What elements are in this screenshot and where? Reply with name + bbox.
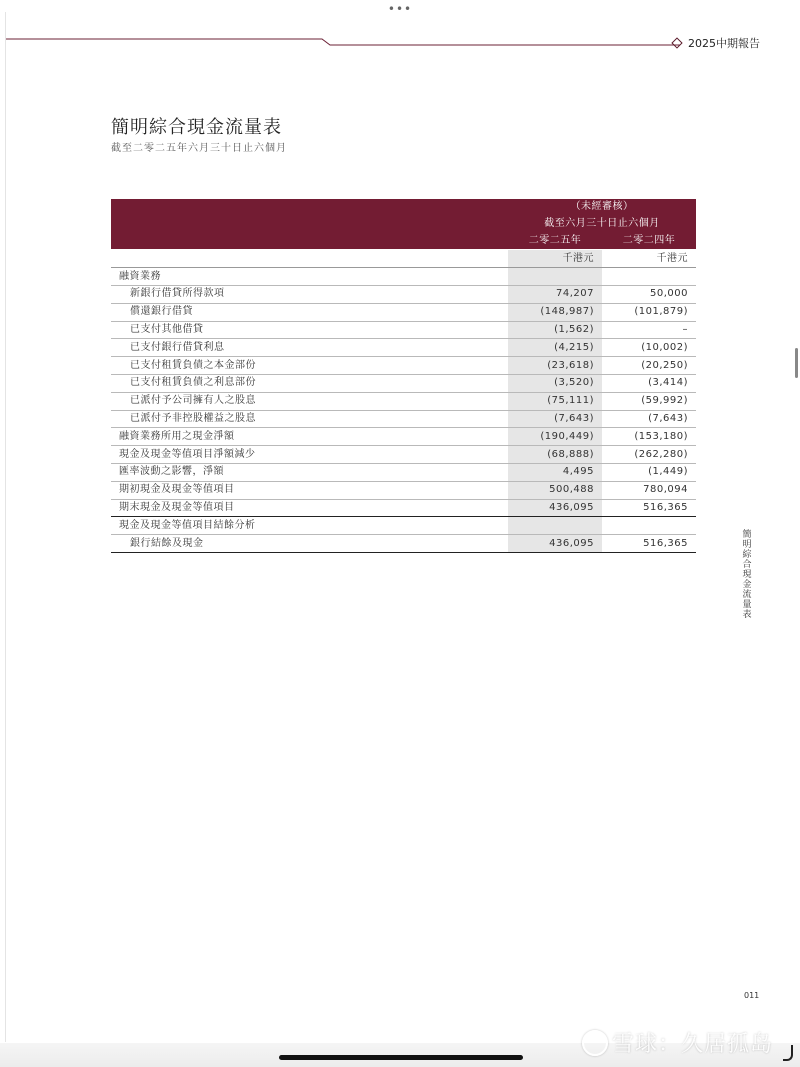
row-label: 現金及現金等值項目結餘分析	[111, 517, 508, 535]
row-label: 已派付予非控股權益之股息	[111, 410, 508, 428]
header-col-2024: 二零二四年	[602, 233, 696, 250]
table-row	[111, 357, 696, 375]
side-section-label: 簡明綜合現金流量表	[742, 530, 752, 620]
header-blank	[111, 233, 508, 250]
unit-row	[111, 250, 696, 268]
table-row	[111, 463, 696, 481]
row-label: 已支付其他借貸	[111, 321, 508, 339]
report-label	[673, 35, 760, 51]
row-value-2024: (153,180)	[602, 428, 696, 446]
page-number: 011	[744, 991, 760, 1000]
header-row-period	[111, 216, 696, 233]
cash-flow-table	[111, 199, 696, 553]
row-value-2024	[602, 268, 696, 286]
table-row	[111, 499, 696, 517]
diamond-icon	[671, 37, 682, 48]
row-value-2025: (68,888)	[508, 446, 602, 464]
table-row	[111, 392, 696, 410]
row-label: 新銀行借貸所得款項	[111, 285, 508, 303]
row-value-2024: (7,643)	[602, 410, 696, 428]
table-row	[111, 410, 696, 428]
row-label: 已支付租賃負債之利息部份	[111, 374, 508, 392]
row-value-2024: (10,002)	[602, 339, 696, 357]
row-value-2025: (23,618)	[508, 357, 602, 375]
table-row	[111, 446, 696, 464]
row-value-2025: (190,449)	[508, 428, 602, 446]
unit-2025: 千港元	[508, 250, 602, 268]
row-value-2024: (59,992)	[602, 392, 696, 410]
row-value-2025: (1,562)	[508, 321, 602, 339]
row-value-2025	[508, 268, 602, 286]
row-value-2024: 516,365	[602, 535, 696, 553]
row-value-2025: (7,643)	[508, 410, 602, 428]
row-label: 已派付予公司擁有人之股息	[111, 392, 508, 410]
row-value-2025: 436,095	[508, 535, 602, 553]
table-row	[111, 428, 696, 446]
table-row	[111, 285, 696, 303]
unit-2024: 千港元	[602, 250, 696, 268]
row-value-2024: 516,365	[602, 499, 696, 517]
table-row	[111, 374, 696, 392]
table-row	[111, 303, 696, 321]
snowball-logo-icon	[582, 1030, 608, 1056]
row-label: 融資業務所用之現金淨額	[111, 428, 508, 446]
row-value-2024	[602, 517, 696, 535]
row-label: 銀行結餘及現金	[111, 535, 508, 553]
header-col-2025: 二零二五年	[508, 233, 602, 250]
row-label: 已支付租賃負債之本金部份	[111, 357, 508, 375]
home-indicator[interactable]	[279, 1055, 523, 1060]
row-value-2024: (101,879)	[602, 303, 696, 321]
header-blank	[111, 216, 508, 233]
header-unaudited: （未經審核）	[508, 199, 696, 216]
row-value-2025: 500,488	[508, 481, 602, 499]
table-row	[111, 321, 696, 339]
row-value-2025: (4,215)	[508, 339, 602, 357]
row-label: 期初現金及現金等值項目	[111, 481, 508, 499]
row-value-2025: (3,520)	[508, 374, 602, 392]
table-row	[111, 481, 696, 499]
page-subtitle: 截至二零二五年六月三十日止六個月	[111, 143, 287, 154]
unit-blank	[111, 250, 508, 268]
row-value-2024: (3,414)	[602, 374, 696, 392]
table-row	[111, 268, 696, 286]
row-value-2024: (1,449)	[602, 463, 696, 481]
row-value-2024: 780,094	[602, 481, 696, 499]
watermark-text: 雪球：久居孤岛	[612, 1032, 774, 1057]
row-value-2024: –	[602, 321, 696, 339]
row-value-2025: 436,095	[508, 499, 602, 517]
row-label: 融資業務	[111, 268, 508, 286]
row-label: 償還銀行借貸	[111, 303, 508, 321]
left-edge-line	[5, 12, 6, 1042]
more-options-icon[interactable]: •••	[387, 2, 413, 16]
row-label: 期末現金及現金等值項目	[111, 499, 508, 517]
row-value-2025	[508, 517, 602, 535]
header-row-unaudited	[111, 199, 696, 216]
row-label: 匯率波動之影響，淨額	[111, 463, 508, 481]
header-row-years	[111, 233, 696, 250]
scroll-indicator[interactable]	[795, 348, 798, 378]
page-title: 簡明綜合現金流量表	[111, 117, 282, 138]
row-value-2024: 50,000	[602, 285, 696, 303]
row-value-2024: (20,250)	[602, 357, 696, 375]
watermark	[582, 1027, 773, 1058]
row-value-2025: 4,495	[508, 463, 602, 481]
row-value-2024: (262,280)	[602, 446, 696, 464]
row-value-2025: (148,987)	[508, 303, 602, 321]
row-label: 現金及現金等值項目淨額減少	[111, 446, 508, 464]
header-blank	[111, 199, 508, 216]
table-row	[111, 535, 696, 553]
report-label-text: 2025中期報告	[688, 37, 760, 50]
corner-resize-icon	[783, 1045, 793, 1061]
header-period: 截至六月三十日止六個月	[508, 216, 696, 233]
row-label: 已支付銀行借貸利息	[111, 339, 508, 357]
row-value-2025: 74,207	[508, 285, 602, 303]
row-value-2025: (75,111)	[508, 392, 602, 410]
table-row	[111, 517, 696, 535]
table-row	[111, 339, 696, 357]
